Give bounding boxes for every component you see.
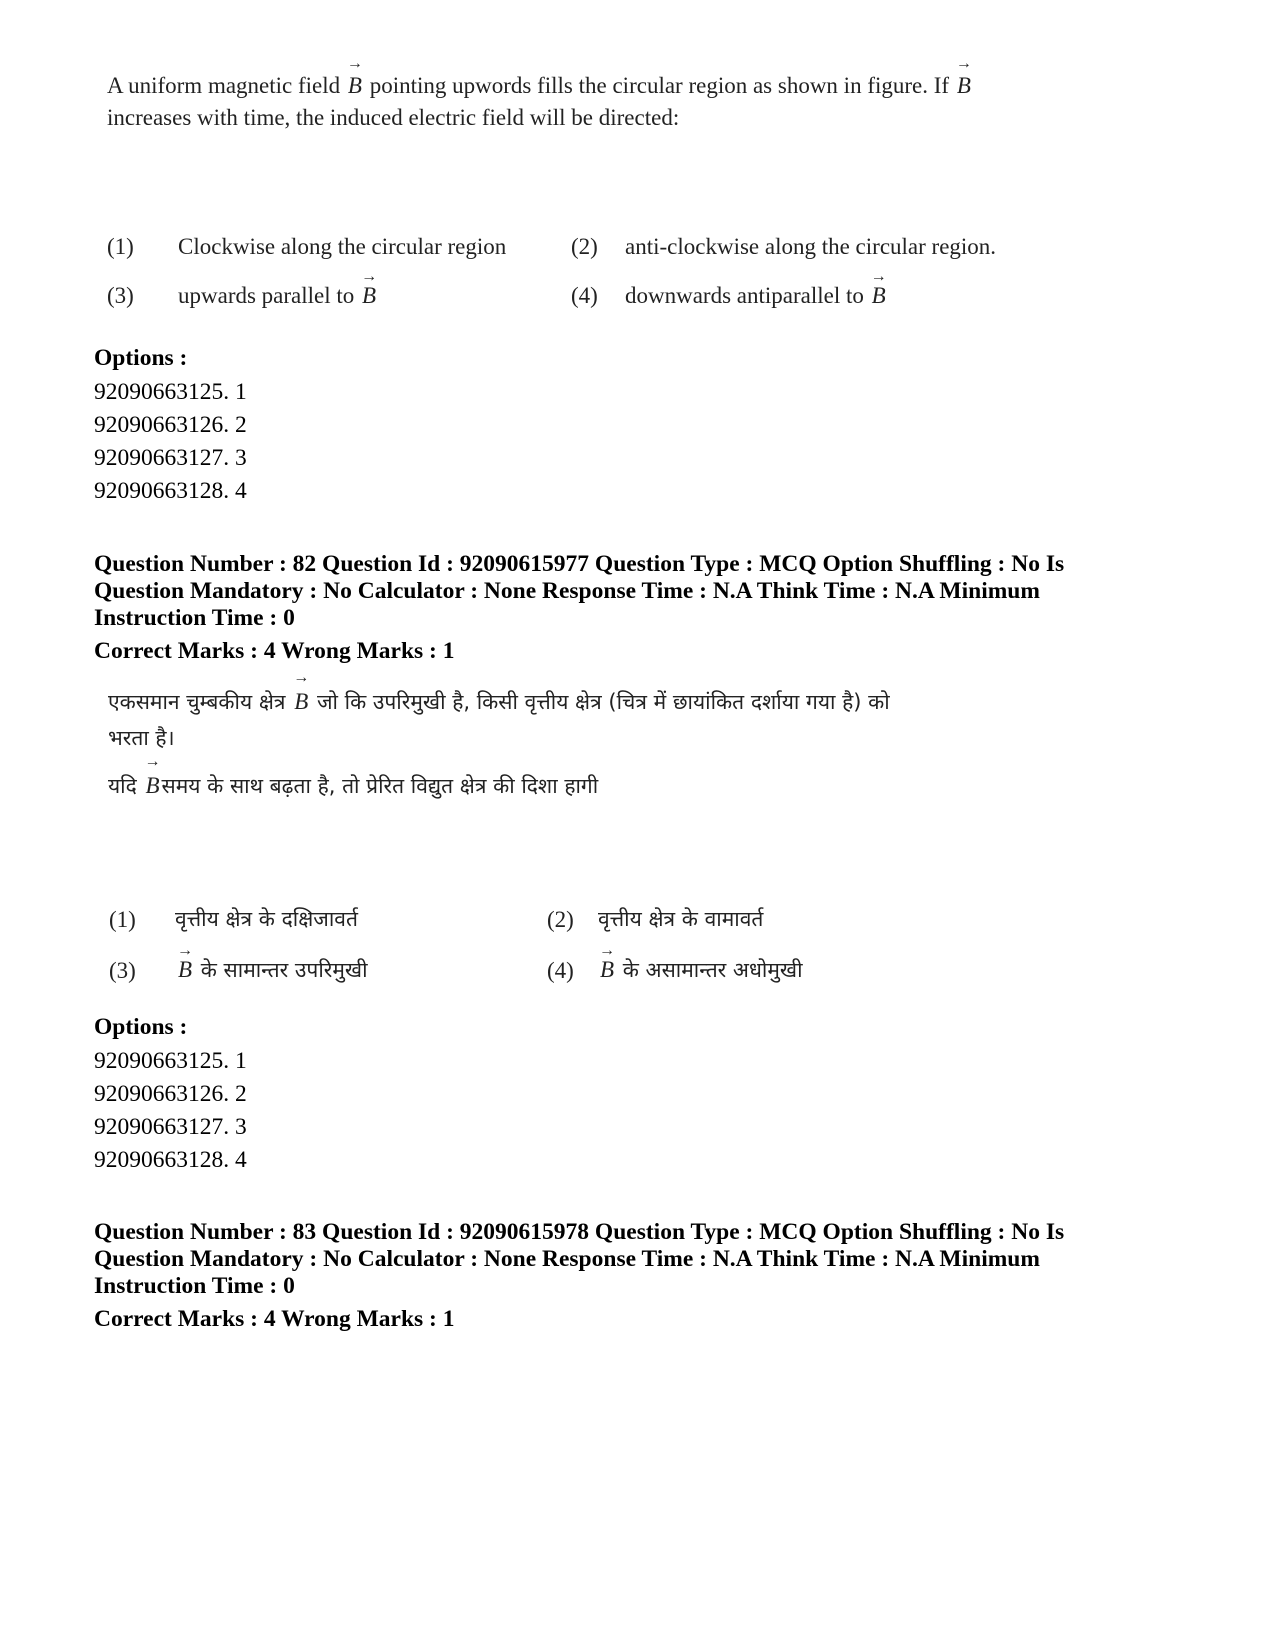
vector-b: → B xyxy=(177,942,194,982)
option-item: 92090663127. 3 xyxy=(94,445,247,471)
q82-meta-line3: Instruction Time : 0 xyxy=(94,605,295,631)
q82-meta-line2: Question Mandatory : No Calculator : None Response Time : N.A Think Time : N.A Minimum xyxy=(94,578,1040,604)
q81-choice-2-text: anti-clockwise along the circular region. xyxy=(625,234,997,259)
q81-choice-4: downwards antiparallel to → B xyxy=(625,268,887,308)
option-item: 92090663126. 2 xyxy=(94,1081,247,1107)
option-item: 92090663128. 4 xyxy=(94,1147,247,1173)
vector-b: → B xyxy=(361,268,378,308)
q82-choice-1-text: वृत्तीय क्षेत्र के दक्षिजावर्त xyxy=(175,907,358,931)
q81-stem xyxy=(107,55,1107,134)
q83-meta xyxy=(94,1219,1064,1333)
q82-choice-3: → B के सामान्तर उपरिमुखी xyxy=(177,942,368,982)
q82-hindi-stem xyxy=(108,669,890,804)
option-item: 92090663125. 1 xyxy=(94,1048,247,1074)
option-item: 92090663127. 3 xyxy=(94,1114,247,1140)
option-item: 92090663125. 1 xyxy=(94,379,247,405)
q82-hindi-line1: एकसमान चुम्बकीय क्षेत्र → B जो कि उपरिमुखी है, किसी वृत्तीय क्षेत्र (चित्र में छायांकित दर्शाया गया है) को xyxy=(108,684,890,720)
q82-meta-line1: Question Number : 82 Question Id : 92090615977 Question Type : MCQ Option Shuffling : No Is xyxy=(94,551,1065,577)
q81-choice-4-num: (4) xyxy=(571,283,598,308)
q81-choice-2-num: (2) xyxy=(571,234,598,259)
q81-stem-line1: A uniform magnetic field → B pointing upwords fills the circular region as shown in figure. If → B xyxy=(107,70,1107,102)
q81-choice-3: upwards parallel to → B xyxy=(178,268,378,308)
q82-choice-3-num: (3) xyxy=(109,958,136,983)
q81-stem-line2: increases with time, the induced electric field will be directed: xyxy=(107,105,680,130)
options-label: Options : xyxy=(94,1014,188,1040)
q81-choice-3-num: (3) xyxy=(107,283,134,308)
vector-b: → B xyxy=(144,753,161,798)
options-label: Options : xyxy=(94,345,188,371)
q83-meta-line3: Instruction Time : 0 xyxy=(94,1273,295,1299)
vector-b: → B xyxy=(346,55,363,98)
q82-choice-4-num: (4) xyxy=(547,958,574,983)
q82-choice-2-num: (2) xyxy=(547,907,574,932)
vector-b: → B xyxy=(599,942,616,982)
q82-options xyxy=(94,1014,247,1177)
q82-hindi-line3: यदि → Bसमय के साथ बढ़ता है, तो प्रेरित विद्युत क्षेत्र की दिशा हागी xyxy=(108,768,890,804)
q81-choice-1-num: (1) xyxy=(107,234,134,259)
q83-meta-line2: Question Mandatory : No Calculator : None Response Time : N.A Think Time : N.A Minimum xyxy=(94,1246,1040,1272)
vector-b: → B xyxy=(293,669,310,714)
q82-choice-1-num: (1) xyxy=(109,907,136,932)
option-item: 92090663128. 4 xyxy=(94,478,247,504)
q82-choice-4: → B के असामान्तर अधोमुखी xyxy=(599,942,803,982)
q81-choice-1-text: Clockwise along the circular region xyxy=(178,234,507,259)
q82-choice-2-text: वृत्तीय क्षेत्र के वामावर्त xyxy=(598,907,764,931)
q82-hindi-line2: भरता है। xyxy=(108,726,175,750)
q83-meta-line1: Question Number : 83 Question Id : 92090615978 Question Type : MCQ Option Shuffling : No Is xyxy=(94,1219,1065,1245)
option-item: 92090663126. 2 xyxy=(94,412,247,438)
vector-b: → B xyxy=(955,55,972,98)
q83-marks: Correct Marks : 4 Wrong Marks : 1 xyxy=(94,1306,455,1332)
q82-marks: Correct Marks : 4 Wrong Marks : 1 xyxy=(94,638,455,664)
q82-meta xyxy=(94,551,1064,665)
vector-b: → B xyxy=(870,268,887,308)
q81-options xyxy=(94,345,247,508)
